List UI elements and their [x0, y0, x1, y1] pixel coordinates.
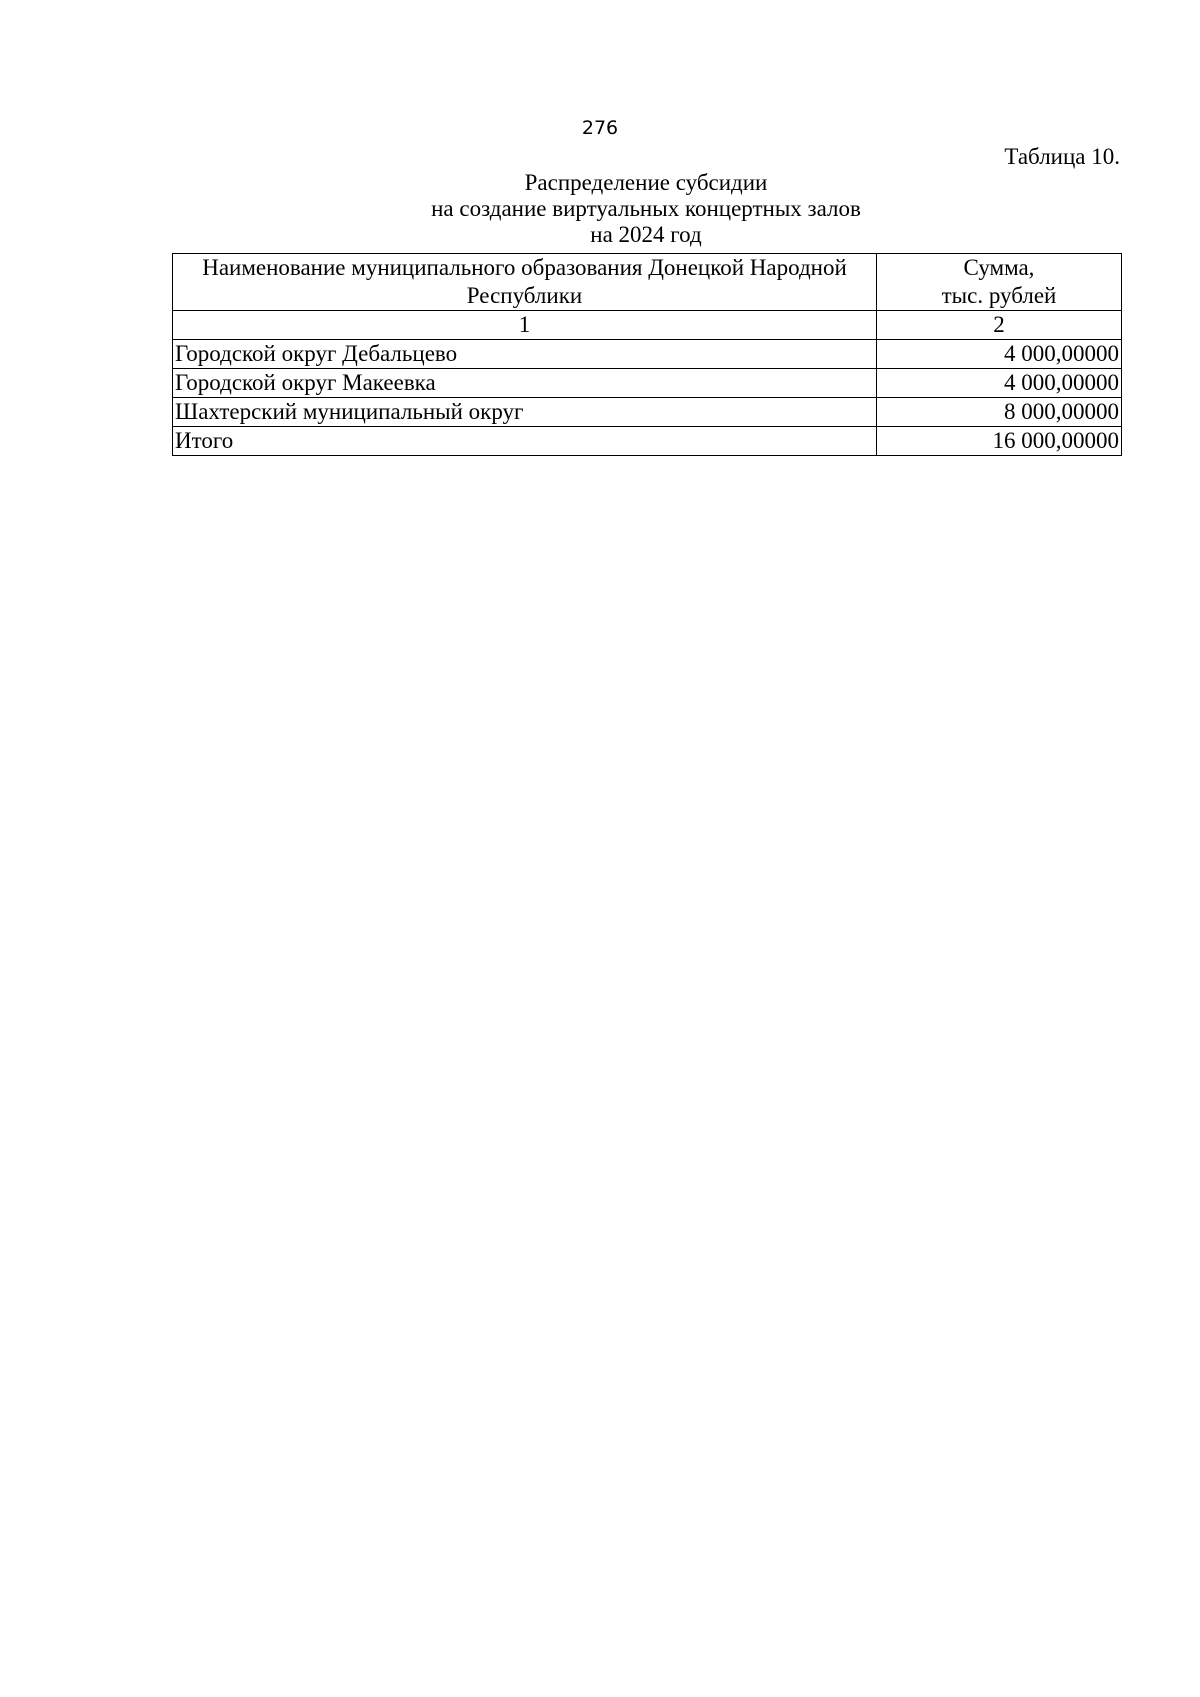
- header-municipality: [173, 254, 877, 311]
- table-row: [173, 369, 1122, 398]
- header-municipality-line-1: Наименование муниципального образования Донецкой Народной: [202, 255, 847, 280]
- table-row: [173, 340, 1122, 369]
- title-line-2: на создание виртуальных концертных залов: [431, 196, 861, 221]
- header-municipality-line-2: Республики: [466, 283, 583, 308]
- page-number: 276: [581, 117, 619, 139]
- table-label: Таблица 10.: [1004, 144, 1120, 169]
- subsidy-amount: 4 000,00000: [877, 369, 1122, 398]
- header-amount: [877, 254, 1122, 311]
- municipality-name: Городской округ Макеевка: [173, 369, 877, 398]
- title-line-1: Распределение субсидии: [524, 170, 768, 195]
- total-label: Итого: [173, 427, 877, 456]
- table-title: [172, 170, 1120, 248]
- municipality-name: Шахтерский муниципальный округ: [173, 398, 877, 427]
- column-number-row: [173, 311, 1122, 340]
- subsidy-table: [172, 253, 1122, 456]
- table-header-row: [173, 254, 1122, 311]
- column-number-2: 2: [877, 311, 1122, 340]
- header-amount-line-1: Сумма,: [963, 255, 1035, 280]
- title-line-3: на 2024 год: [590, 222, 702, 247]
- subsidy-amount: 8 000,00000: [877, 398, 1122, 427]
- table-row: [173, 398, 1122, 427]
- subsidy-amount: 4 000,00000: [877, 340, 1122, 369]
- header-amount-line-2: тыс. рублей: [941, 283, 1057, 308]
- municipality-name: Городской округ Дебальцево: [173, 340, 877, 369]
- total-row: [173, 427, 1122, 456]
- column-number-1: 1: [173, 311, 877, 340]
- total-amount: 16 000,00000: [877, 427, 1122, 456]
